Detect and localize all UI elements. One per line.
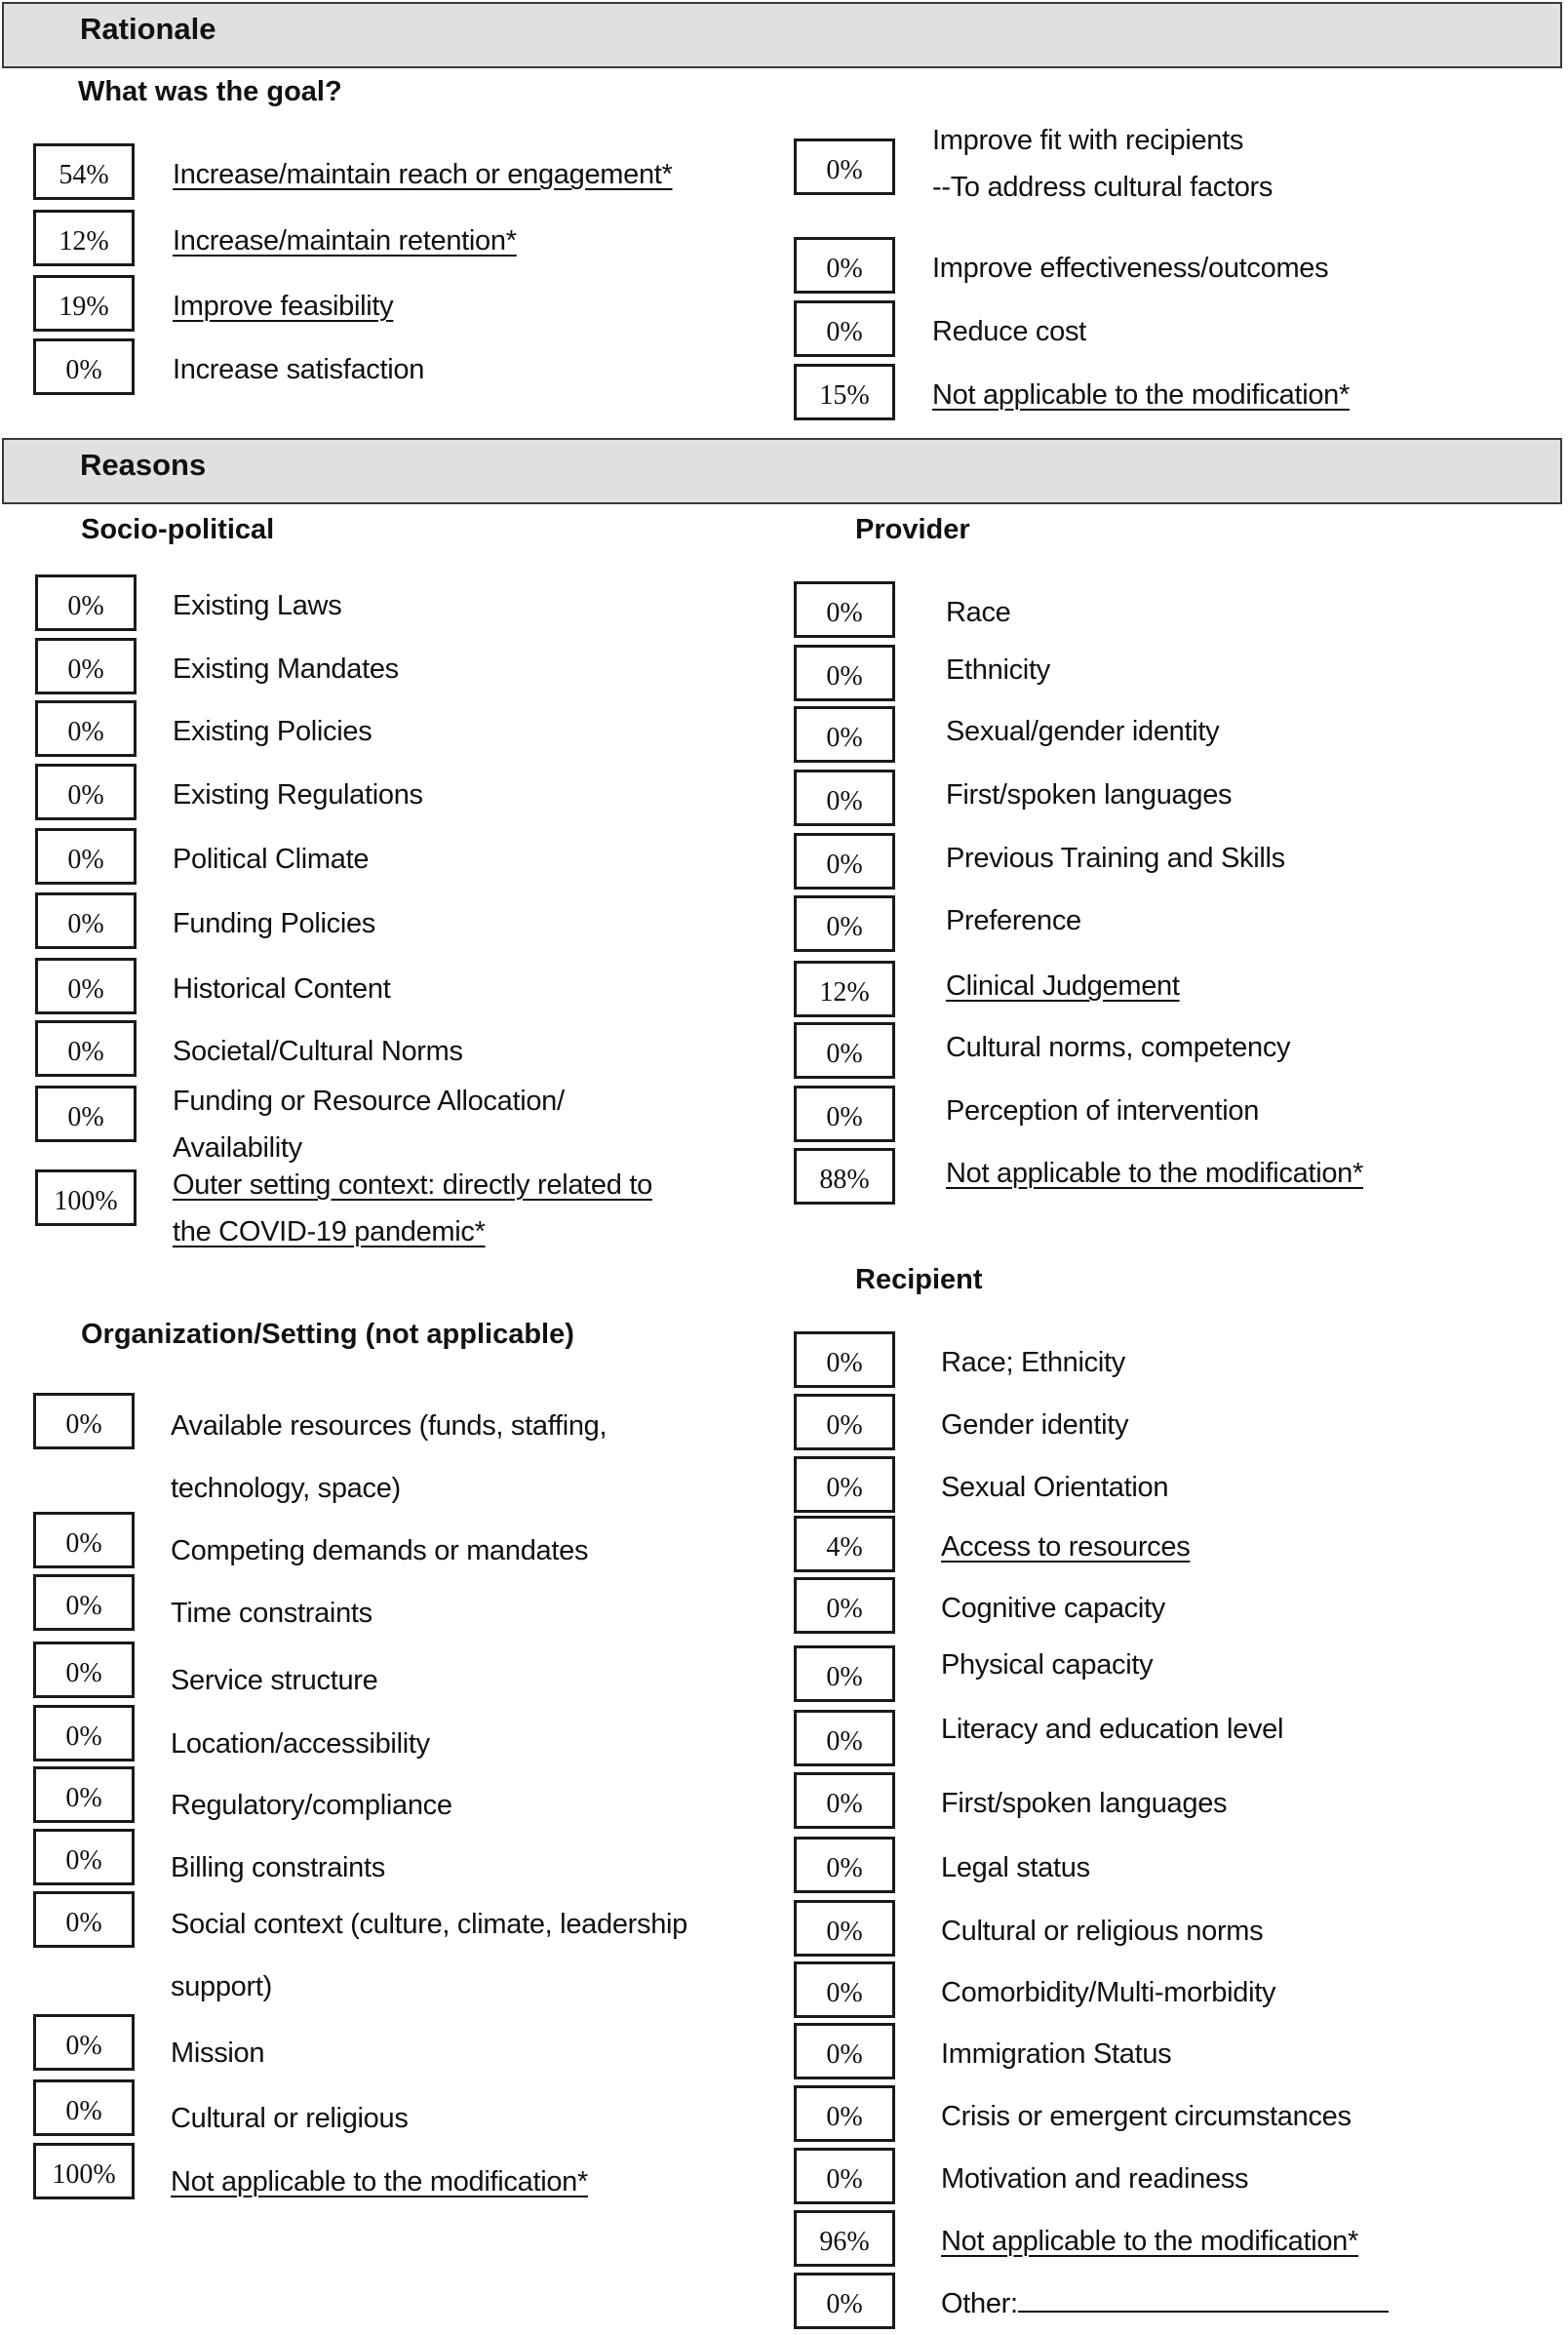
item-label (941, 1402, 1128, 1448)
item-label-text: Available resources (funds, staffing, (171, 1410, 608, 1442)
percentage-box: 0% (33, 1512, 135, 1568)
item-label-text: Funding or Resource Allocation/ (173, 1086, 565, 1117)
item-label (173, 836, 369, 883)
percentage-box: 0% (794, 1772, 895, 1829)
percentage-box: 0% (794, 1331, 895, 1388)
item-label (171, 1395, 607, 1520)
item-sublabel-text: the COVID-19 pandemic* (173, 1216, 486, 1247)
item-label-text: Increase satisfaction (173, 354, 425, 385)
item-label-text: Gender identity (941, 1409, 1129, 1441)
percentage-box: 0% (35, 638, 137, 694)
percentage-box: 0% (794, 645, 895, 701)
percentage-box: 19% (33, 275, 135, 332)
item-label-text: Not applicable to the modification* (946, 1158, 1363, 1189)
item-sublabel-text: support) (171, 1971, 272, 2002)
item-label-text: Immigration Status (941, 2038, 1172, 2070)
percentage-box: 0% (794, 2148, 895, 2204)
item-label-text: Increase/maintain reach or engagement* (173, 159, 673, 190)
item-label (941, 1585, 1165, 1632)
item-label-text: Mission (171, 2038, 265, 2069)
item-label (173, 966, 390, 1012)
item-label-text: Comorbidity/Multi-morbidity (941, 1977, 1276, 2008)
item-label-text: Race; Ethnicity (941, 1347, 1125, 1378)
item-label-text: Societal/Cultural Norms (173, 1036, 463, 1067)
item-label (932, 245, 1328, 292)
item-label-text: Literacy and education level (941, 1714, 1284, 1745)
percentage-box: 0% (33, 1642, 135, 1698)
percentage-box: 0% (794, 1577, 895, 1634)
item-label-text: Access to resources (941, 1531, 1191, 1563)
item-label-text: Race (946, 597, 1011, 628)
item-label (941, 2031, 1171, 2078)
percentage-box: 0% (33, 2014, 135, 2071)
percentage-box: 0% (33, 1574, 135, 1631)
percentage-box: 0% (794, 237, 895, 294)
item-label-text: Perception of intervention (946, 1095, 1260, 1127)
item-label-text: Not applicable to the modification* (932, 379, 1350, 411)
percentage-box: 4% (794, 1516, 895, 1572)
percentage-box: 0% (35, 1020, 137, 1077)
provider-heading: Provider (855, 514, 970, 545)
percentage-box: 96% (794, 2210, 895, 2267)
percentage-box: 0% (35, 1086, 137, 1142)
percentage-box: 0% (35, 700, 137, 757)
percentage-box: 0% (794, 1645, 895, 1702)
item-label (941, 1706, 1283, 1753)
item-label-text: Preference (946, 905, 1081, 936)
reasons-title: Reasons (80, 448, 207, 482)
percentage-box: 0% (794, 1456, 895, 1513)
item-label-text: Time constraints (171, 1598, 372, 1629)
percentage-box: 0% (794, 2023, 895, 2079)
percentage-box: 0% (794, 1022, 895, 1079)
percentage-box: 0% (794, 581, 895, 638)
percentage-box: 0% (794, 1837, 895, 1893)
item-label-text: Other: (941, 2288, 1018, 2319)
item-label (173, 646, 399, 693)
item-label-text: Sexual Orientation (941, 1472, 1169, 1503)
goal-question: What was the goal? (78, 76, 342, 107)
percentage-box: 0% (794, 706, 895, 763)
item-label (946, 963, 1180, 1009)
item-label-text: Service structure (171, 1665, 378, 1696)
item-label-text: Cultural norms, competency (946, 1032, 1291, 1063)
percentage-box: 0% (794, 1961, 895, 2018)
reasons-section-header (2, 438, 1562, 504)
item-label-text: Billing constraints (171, 1852, 385, 1883)
item-label (946, 589, 1011, 636)
item-label (171, 1837, 385, 1899)
item-label-text: Cultural or religious norms (941, 1916, 1264, 1947)
percentage-box: 0% (33, 338, 135, 395)
item-label-text: Cognitive capacity (941, 1593, 1165, 1624)
percentage-box: 0% (794, 833, 895, 890)
percentage-box: 0% (35, 892, 137, 949)
percentage-box: 12% (794, 961, 895, 1017)
item-label-text: Existing Regulations (173, 779, 423, 811)
item-label-text: Existing Policies (173, 716, 372, 747)
item-label (932, 308, 1086, 355)
percentage-box: 0% (794, 139, 895, 195)
item-label (941, 2218, 1358, 2265)
item-label-text: Political Climate (173, 844, 370, 875)
item-label-text: Funding Policies (173, 908, 375, 939)
percentage-box: 0% (33, 1393, 135, 1449)
item-label (171, 1582, 372, 1644)
percentage-box: 100% (33, 2143, 135, 2199)
percentage-box: 0% (33, 2079, 135, 2136)
percentage-box: 100% (35, 1169, 137, 1226)
item-label (946, 708, 1219, 755)
percentage-box: 0% (33, 1829, 135, 1885)
item-label-text: Previous Training and Skills (946, 843, 1285, 874)
percentage-box: 0% (794, 1710, 895, 1766)
percentage-box: 0% (33, 1766, 135, 1823)
item-label-text: Legal status (941, 1852, 1090, 1883)
item-label-text: Competing demands or mandates (171, 1535, 589, 1566)
item-label-text: Improve fit with recipients (932, 125, 1244, 156)
item-label-text: Reduce cost (932, 316, 1086, 347)
item-label (173, 1028, 463, 1075)
item-label (171, 1713, 430, 1775)
item-label (946, 897, 1081, 944)
item-label-text: Cultural or religious (171, 2103, 409, 2134)
item-label (173, 1078, 565, 1171)
percentage-box: 0% (35, 958, 137, 1014)
item-label (171, 2087, 409, 2150)
item-label-text: Crisis or emergent circumstances (941, 2101, 1352, 2132)
item-label-text: Social context (culture, climate, leadership (171, 1909, 687, 1940)
item-label (173, 346, 424, 393)
percentage-box: 0% (35, 574, 137, 631)
item-label-text: Ethnicity (946, 654, 1050, 686)
organization-heading: Organization/Setting (not applicable) (81, 1319, 574, 1350)
item-label (941, 1908, 1263, 1955)
item-label-text: Existing Laws (173, 590, 342, 621)
percentage-box: 15% (794, 364, 895, 420)
item-label (946, 835, 1285, 882)
percentage-box: 0% (794, 2273, 895, 2329)
item-label (173, 772, 423, 818)
item-label (173, 708, 372, 755)
item-label (173, 582, 341, 629)
item-label-text: Improve effectiveness/outcomes (932, 253, 1329, 284)
item-label (941, 2156, 1248, 2202)
percentage-box: 0% (33, 1891, 135, 1948)
item-label (173, 900, 375, 947)
percentage-box: 0% (35, 828, 137, 885)
percentage-box: 12% (33, 210, 135, 266)
item-label-text: Increase/maintain retention* (173, 225, 517, 257)
item-label (171, 1520, 588, 1582)
item-label (946, 1088, 1259, 1134)
percentage-box: 0% (794, 300, 895, 357)
item-label-text: Historical Content (173, 973, 391, 1005)
item-sublabel-text: Availability (173, 1132, 302, 1164)
item-label (171, 1649, 377, 1712)
item-sublabel-text: technology, space) (171, 1473, 401, 1504)
percentage-box: 0% (35, 764, 137, 820)
percentage-box: 88% (794, 1148, 895, 1205)
item-label (941, 2280, 1389, 2327)
percentage-box: 0% (794, 1086, 895, 1142)
item-label (946, 647, 1050, 693)
item-label (171, 2151, 588, 2213)
item-label (941, 1339, 1125, 1386)
item-label (171, 1893, 687, 2018)
item-label (932, 372, 1350, 418)
percentage-box: 0% (33, 1705, 135, 1761)
item-label (932, 117, 1273, 211)
item-label (946, 1024, 1290, 1071)
item-label-text: Existing Mandates (173, 653, 399, 685)
item-label (173, 218, 517, 264)
recipient-heading: Recipient (855, 1264, 983, 1295)
item-label-text: Not applicable to the modification* (171, 2166, 588, 2197)
percentage-box: 54% (33, 143, 135, 200)
item-label-text: Outer setting context: directly related to (173, 1169, 652, 1201)
item-label (946, 1150, 1363, 1197)
percentage-box: 0% (794, 1900, 895, 1957)
item-sublabel-text: --To address cultural factors (932, 172, 1274, 203)
percentage-box: 0% (794, 2085, 895, 2142)
item-label-text: Improve feasibility (173, 291, 394, 322)
item-label (173, 283, 393, 330)
percentage-box: 0% (794, 895, 895, 952)
item-label (941, 1464, 1168, 1511)
item-label-text: First/spoken languages (941, 1788, 1228, 1819)
item-label-text: Sexual/gender identity (946, 716, 1220, 747)
item-label (941, 1524, 1190, 1570)
item-label (173, 1162, 652, 1255)
item-label (173, 151, 673, 198)
item-label (941, 2093, 1352, 2140)
item-label (941, 1642, 1153, 1688)
item-label-text: Motivation and readiness (941, 2163, 1249, 2195)
item-label (941, 1844, 1090, 1891)
rationale-title: Rationale (80, 12, 216, 46)
item-label (171, 1774, 452, 1837)
item-label-text: First/spoken languages (946, 779, 1233, 811)
item-label-text: Regulatory/compliance (171, 1790, 452, 1821)
rationale-section-header (2, 2, 1562, 68)
item-label-text: Not applicable to the modification* (941, 2226, 1358, 2257)
item-label-text: Physical capacity (941, 1649, 1154, 1681)
socio-political-heading: Socio-political (81, 514, 275, 545)
item-label-text: Clinical Judgement (946, 970, 1180, 1002)
percentage-box: 0% (794, 770, 895, 826)
item-label (171, 2022, 264, 2084)
item-label (941, 1780, 1227, 1827)
item-label-text: Location/accessibility (171, 1728, 430, 1760)
item-label (941, 1969, 1275, 2016)
percentage-box: 0% (794, 1394, 895, 1450)
other-text-field[interactable] (1018, 2281, 1389, 2313)
item-label (946, 772, 1232, 818)
